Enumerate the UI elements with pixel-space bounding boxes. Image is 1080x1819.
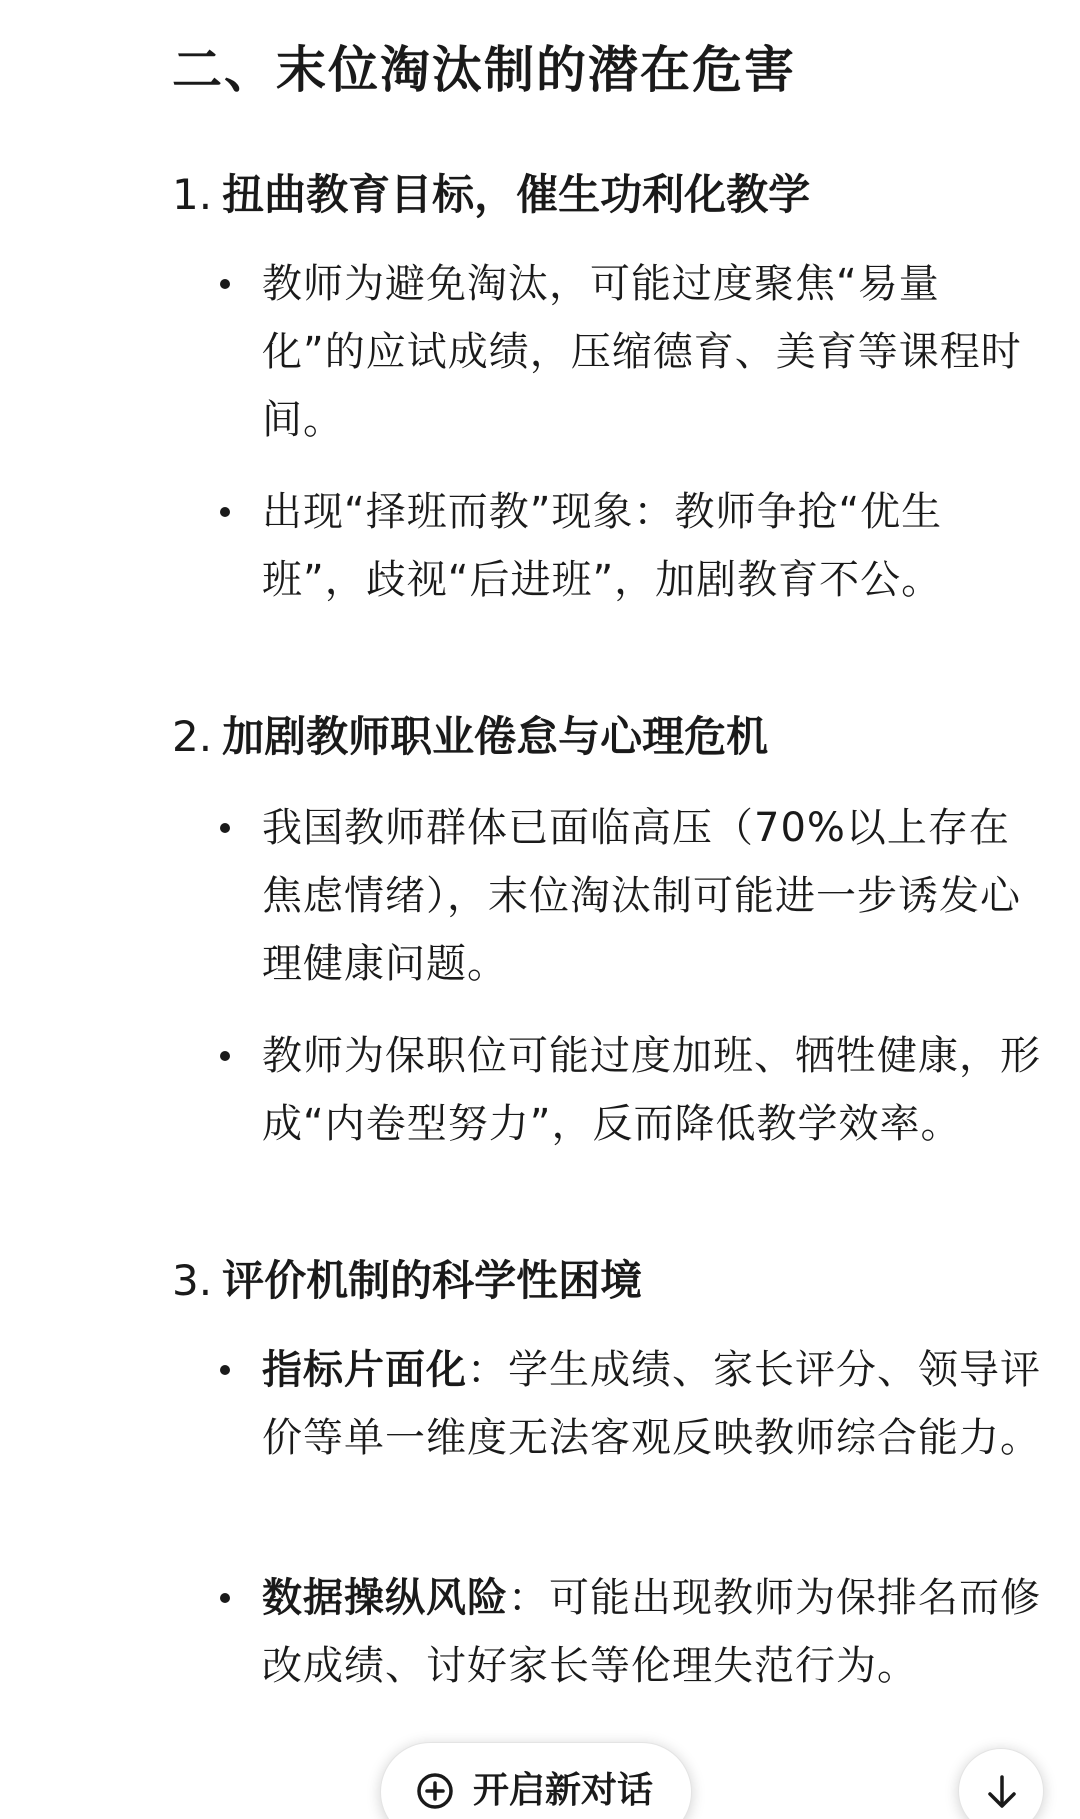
plus-circle-icon	[415, 1771, 455, 1811]
bullet-dot-icon	[220, 823, 230, 833]
bullet-dot-icon	[220, 279, 230, 289]
list-item	[220, 1022, 1041, 1158]
point-heading-3	[172, 1250, 642, 1312]
point-heading-text: 扭曲教育目标，催生功利化教学	[222, 170, 811, 219]
list-item-text: 出现“择班而教”现象：教师争抢“优生班”，歧视“后进班”，加剧教育不公。	[262, 489, 943, 603]
point-number: 1.	[172, 170, 213, 219]
list-item	[220, 794, 1020, 998]
list-item	[220, 250, 1020, 454]
list-item-text: 教师为避免淘汰，可能过度聚焦“易量化”的应试成绩，压缩德育、美育等课程时间。	[262, 261, 1022, 443]
point-heading-2	[172, 706, 768, 768]
point-heading-text: 评价机制的科学性困境	[222, 1256, 643, 1305]
new-chat-button[interactable]	[380, 1742, 692, 1819]
bullet-dot-icon	[220, 1593, 230, 1603]
list-item-text: 教师为保职位可能过度加班、牺牲健康，形成“内卷型努力”，反而降低教学效率。	[262, 1033, 1041, 1147]
bullet-dot-icon	[220, 1051, 230, 1061]
arrow-down-icon	[981, 1771, 1023, 1813]
scroll-down-button[interactable]	[958, 1748, 1044, 1819]
list-item-text: 我国教师群体已面临高压（70%以上存在焦虑情绪），末位淘汰制可能进一步诱发心理健康问题。	[262, 805, 1021, 987]
new-chat-label: 开启新对话	[473, 1770, 654, 1811]
list-item-text: 数据操纵风险：可能出现教师为保排名而修改成绩、讨好家长等伦理失范行为。	[262, 1575, 1041, 1689]
list-item	[220, 1336, 1041, 1472]
bullet-dot-icon	[220, 1365, 230, 1375]
point-heading-text: 加剧教师职业倦怠与心理危机	[222, 712, 769, 761]
point-number: 3.	[172, 1256, 213, 1305]
list-item	[220, 1564, 1041, 1700]
list-item-text: 指标片面化：学生成绩、家长评分、领导评价等单一维度无法客观反映教师综合能力。	[262, 1347, 1041, 1461]
point-number: 2.	[172, 712, 213, 761]
point-heading-1	[172, 164, 810, 226]
section-title: 二、末位淘汰制的潜在危害	[172, 41, 796, 99]
list-item	[220, 478, 1020, 614]
bullet-dot-icon	[220, 507, 230, 517]
